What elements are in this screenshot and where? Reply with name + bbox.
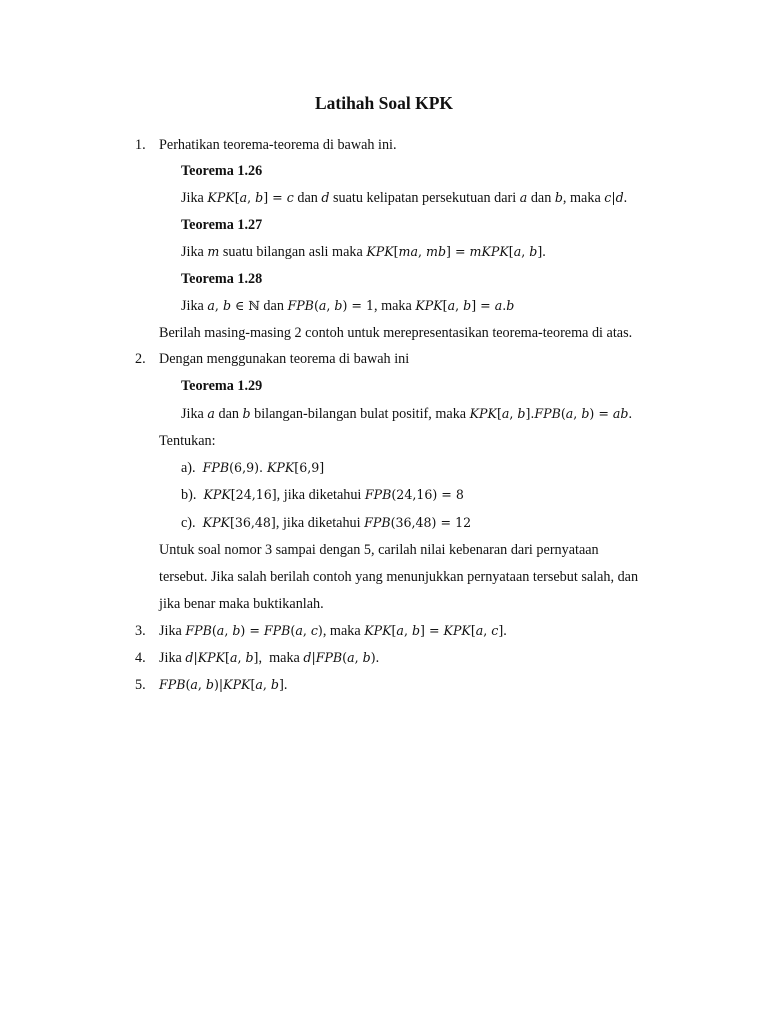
q2-note-line-3: jika benar maka buktikanlah. <box>159 596 324 612</box>
math-expression: a <box>207 406 215 421</box>
q2-part-c: c). KPK[36,48], jika diketahui FPB(36,48) = 12 <box>181 515 472 531</box>
math-expression: FPB(a, b) = FPB(a, c) <box>185 623 323 638</box>
q3-number: 3. <box>135 623 146 639</box>
math-expression: KPK[a, b].FPB(a, b) = ab <box>469 406 629 421</box>
math-expression: d|KPK[a, b] <box>185 650 259 665</box>
math-expression: a, b ∈ ℕ <box>207 298 260 313</box>
math-expression: m <box>207 244 220 259</box>
q2-part-b: b). KPK[24,16], jika diketahui FPB(24,16) = 8 <box>181 487 464 503</box>
math-expression: KPK[24,16] <box>203 487 277 502</box>
theorem-1-29-heading: Teorema 1.29 <box>181 378 263 394</box>
math-expression: KPK[a, b] = KPK[a, c] <box>364 623 504 638</box>
math-expression: FPB(24,16) = 8 <box>364 487 464 502</box>
math-expression: b <box>554 190 563 205</box>
q4-statement: Jika d|KPK[a, b], maka d|FPB(a, b). <box>159 650 380 666</box>
q1-number: 1. <box>135 137 146 153</box>
math-expression: FPB(36,48) = 12 <box>364 515 472 530</box>
q5-number: 5. <box>135 677 146 693</box>
part-label: a). <box>181 460 196 476</box>
theorem-1-27-statement: Jika m suatu bilangan asli maka KPK[ma, mb] = mKPK[a, b]. <box>181 244 546 260</box>
math-expression: a <box>519 190 528 205</box>
math-expression: b <box>242 406 251 421</box>
theorem-1-28-heading: Teorema 1.28 <box>181 271 263 287</box>
math-expression: KPK[ma, mb] = mKPK[a, b] <box>366 244 543 259</box>
q5-statement: FPB(a, b)|KPK[a, b]. <box>159 677 288 693</box>
document-title: Latihah Soal KPK <box>314 93 454 113</box>
q1-closing: Berilah masing-masing 2 contoh untuk merepresentasikan teorema-teorema di atas. <box>159 325 633 341</box>
math-expression: KPK[a, b] = c <box>207 190 294 205</box>
math-expression: KPK[36,48] <box>202 515 276 530</box>
math-expression: KPK[a, b] = a.b <box>415 298 515 313</box>
q1-intro: Perhatikan teorema-teorema di bawah ini. <box>159 137 397 153</box>
q2-tentukan: Tentukan: <box>159 433 216 449</box>
math-expression: d|FPB(a, b) <box>303 650 376 665</box>
theorem-1-27-heading: Teorema 1.27 <box>181 217 263 233</box>
math-expression: FPB(6,9). KPK[6,9] <box>202 460 325 475</box>
q2-number: 2. <box>135 351 146 367</box>
part-label: b). <box>181 487 197 503</box>
math-expression: c|d <box>604 190 624 205</box>
theorem-1-29-statement: Jika a dan b bilangan-bilangan bulat positif, maka KPK[a, b].FPB(a, b) = ab. <box>181 406 633 422</box>
q2-intro: Dengan menggunakan teorema di bawah ini <box>159 351 410 367</box>
math-expression: FPB(a, b) = 1 <box>287 298 374 313</box>
q2-part-a <box>181 459 324 477</box>
theorem-1-26-heading: Teorema 1.26 <box>181 163 263 179</box>
theorem-1-28-statement: Jika a, b ∈ ℕ dan FPB(a, b) = 1, maka KPK[a, b] = a.b <box>181 298 515 314</box>
q3-statement: Jika FPB(a, b) = FPB(a, c), maka KPK[a, b] = KPK[a, c]. <box>159 623 507 639</box>
part-label: c). <box>181 515 196 531</box>
q2-note-line-2: tersebut. Jika salah berilah contoh yang menunjukkan pernyataan tersebut salah, dan <box>159 569 639 585</box>
theorem-1-26-statement: Jika KPK[a, b] = c dan d suatu kelipatan persekutuan dari a dan b, maka c|d. <box>181 190 628 206</box>
q4-number: 4. <box>135 650 146 666</box>
q2-note-line-1: Untuk soal nomor 3 sampai dengan 5, carilah nilai kebenaran dari pernyataan <box>159 542 599 558</box>
math-expression: d <box>321 190 330 205</box>
math-expression: FPB(a, b)|KPK[a, b] <box>159 677 284 692</box>
